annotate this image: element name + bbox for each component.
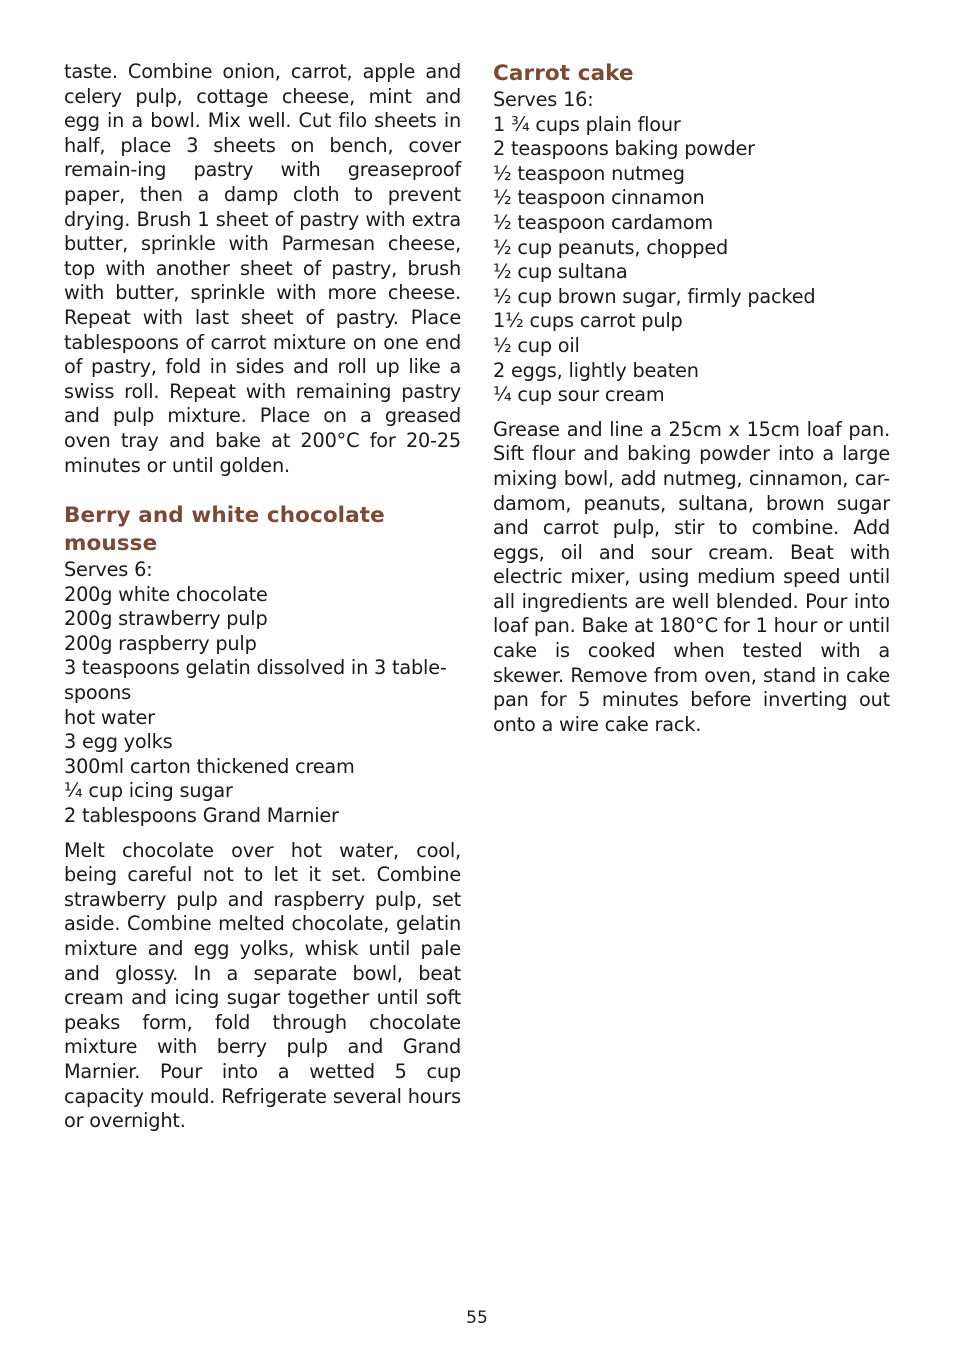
recipe-berry-mousse: [64, 502, 461, 1134]
ingredient-item: 200g white chocolate: [64, 582, 268, 606]
ingredient-item: 2 tablespoons Grand Marnier: [64, 804, 339, 828]
method-paragraph: Grease and line a 25cm x 15cm loaf pan. Sift flour and baking powder into a large mixing bowl, add nutmeg, cinnamon, car-damom, peanuts, sultana, brown sugar and carrot pulp, stir to combine. Add eggs, oil and sour cream. Beat with electric mixer, using medium speed until all ingredients are well blended. Pour into loaf pan. Bake at 180°C for 1 hour or until cake is cooked when tested with a skewer. Remove from oven, stand in cake pan for 5 minutes before inverting out onto a wire cake rack.: [493, 417, 890, 736]
method-paragraph: Melt chocolate over hot water, cool, being careful not to let it set. Combine strawberry pulp and raspberry pulp, set aside. Combine melted chocolate, gelatin mixture and egg yolks, whisk until pale and glossy. In a separate bowl, beat cream and icing sugar together until soft peaks form, fold through chocolate mixture with berry pulp and Grand Marnier. Pour into a wetted 5 cup capacity mould. Refrigerate several hours or overnight.: [64, 838, 461, 1133]
ingredient-item: 200g raspberry pulp: [64, 631, 257, 655]
recipe-title: Berry and white chocolate mousse: [64, 503, 385, 557]
ingredient-list: [493, 88, 890, 408]
page-number: 55: [466, 1308, 488, 1328]
ingredient-item: 3 egg yolks: [64, 730, 173, 754]
ingredient-item: 1 ¾ cups plain flour: [493, 112, 681, 136]
ingredient-item: 1½ cups carrot pulp: [493, 309, 683, 333]
continued-paragraph: taste. Combine onion, carrot, apple and celery pulp, cottage cheese, mint and egg in a bowl. Mix well. Cut filo sheets in half, place 3 sheets on bench, cover remain-ing pastry with greaseproof paper, then a damp cloth to prevent drying. Brush 1 sheet of pastry with extra butter, sprinkle with Parmesan cheese, top with another sheet of pastry, brush with butter, sprinkle with more cheese. Repeat with last sheet of pastry. Place tablespoons of carrot mixture on one end of pastry, fold in sides and roll up like a swiss roll. Repeat with remaining pastry and pulp mixture. Place on a greased oven tray and bake at 200°C for 20-25 minutes or until golden.: [64, 60, 461, 477]
ingredient-item: ¼ cup sour cream: [493, 383, 665, 407]
ingredient-list: [64, 558, 461, 829]
recipe-title: Carrot cake: [493, 61, 634, 86]
right-column: [493, 60, 890, 747]
ingredient-item: ½ teaspoon nutmeg: [493, 161, 685, 185]
ingredient-item: ½ cup sultana: [493, 260, 628, 284]
ingredient-item: ½ teaspoon cardamom: [493, 210, 713, 234]
ingredient-item: 200g strawberry pulp: [64, 607, 268, 631]
ingredient-item: hot water: [64, 705, 155, 729]
ingredient-item: ½ cup peanuts, chopped: [493, 235, 729, 259]
ingredient-item: ½ cup brown sugar, firmly packed: [493, 284, 816, 308]
ingredient-item: 3 teaspoons gelatin dissolved in 3 table-spoons: [64, 656, 447, 705]
recipe-carrot-cake: [493, 60, 890, 737]
ingredient-item: 2 eggs, lightly beaten: [493, 358, 699, 382]
ingredient-item: ¼ cup icing sugar: [64, 779, 233, 803]
ingredient-item: 2 teaspoons baking powder: [493, 137, 755, 161]
ingredient-item: ½ cup oil: [493, 333, 580, 357]
left-column: [64, 60, 461, 1144]
serves-line: Serves 6:: [64, 558, 153, 582]
serves-line: Serves 16:: [493, 88, 594, 111]
ingredient-item: 300ml carton thickened cream: [64, 754, 355, 778]
ingredient-item: ½ teaspoon cinnamon: [493, 186, 705, 210]
